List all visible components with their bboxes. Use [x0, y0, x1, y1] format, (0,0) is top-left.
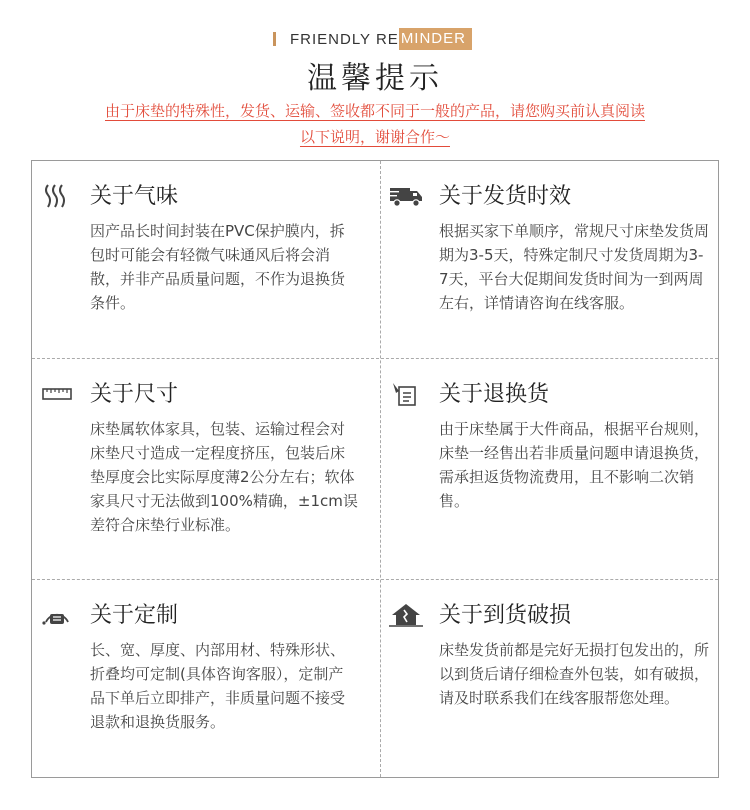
- section-customize: [32, 580, 380, 778]
- section-title: 关于尺寸: [90, 382, 179, 407]
- section-title: 关于发货时效: [439, 184, 572, 209]
- header-en-part1: FRIENDLY RE: [290, 30, 399, 48]
- section-returns: [381, 359, 719, 579]
- section-title: 关于到货破损: [439, 603, 572, 628]
- page-title: 温馨提示: [307, 61, 443, 96]
- notice-line-1: 由于床垫的特殊性，发货、运输、签收都不同于一般的产品，请您购买前认真阅读: [104, 102, 645, 120]
- header-english-title: [273, 28, 472, 50]
- section-title: 关于气味: [90, 184, 179, 209]
- section-body: 因产品长时间封装在PVC保护膜内，拆包时可能会有轻微气味通风后将会消散，并非产品质量问题，不作为退换货条件。: [90, 222, 346, 312]
- reminder-grid: [31, 160, 719, 778]
- section-smell: [32, 161, 380, 358]
- section-title: 关于定制: [90, 603, 179, 628]
- smell-waves-icon: [40, 183, 74, 209]
- section-title: 关于退换货: [439, 382, 550, 407]
- section-body: 由于床垫属于大件商品，根据平台规则，床垫一经售出若非质量问题申请退换货，需承担返货物流费用，且不影响二次销售。: [439, 420, 710, 510]
- section-size: [32, 359, 380, 579]
- header-accent-bar: [273, 32, 276, 46]
- delivery-truck-icon: [389, 183, 423, 209]
- header-en-part2: MINDER: [399, 28, 472, 50]
- damaged-house-icon: [389, 602, 423, 628]
- section-damage: [381, 580, 719, 778]
- ruler-icon: [40, 381, 74, 407]
- section-delivery-time: [381, 161, 719, 358]
- return-document-icon: [389, 381, 423, 407]
- section-body: 根据买家下单顺序，常规尺寸床垫发货周期为3-5天，特殊定制尺寸发货周期为3-7天，平台大促期间发货时间为一到两周左右，详情请咨询在线客服。: [439, 222, 710, 312]
- section-body: 长、宽、厚度、内部用材、特殊形状、折叠均可定制(具体咨询客服），定制产品下单后立即排产，非质量问题不接受退款和退换货服务。: [90, 641, 346, 731]
- notice-line-2: 以下说明，谢谢合作～: [299, 128, 450, 146]
- section-body: 床垫发货前都是完好无损打包发出的，所以到货后请仔细检查外包装，如有破损，请及时联系我们在线客服帮您处理。: [439, 641, 710, 707]
- section-body: 床垫属软体家具，包装、运输过程会对床垫尺寸造成一定程度挤压，包装后床垫厚度会比实际厚度薄2公分左右；软体家具尺寸无法做到100%精确，±1cm误差符合床垫行业标准。: [90, 420, 358, 534]
- customize-icon: [40, 602, 74, 628]
